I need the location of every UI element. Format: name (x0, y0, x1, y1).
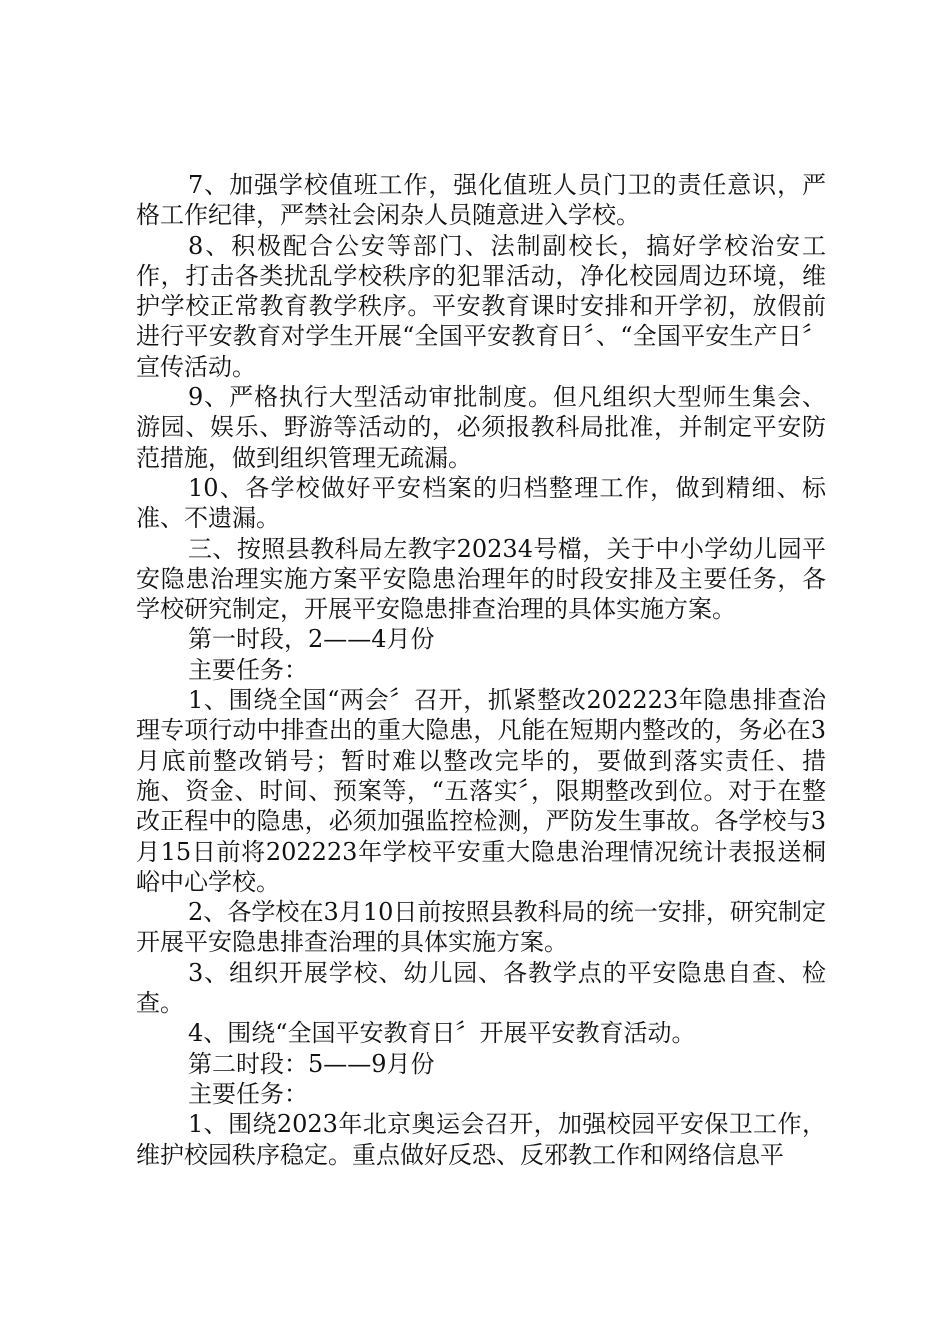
phase-1-task-2: 2、各学校在3月10日前按照县教科局的统一安排，研究制定开展平安隐患排查治理的具体实施方案。 (136, 898, 826, 957)
paragraph-section-3: 三、按照县教科局左教字20234号檔，关于中小学幼儿园平安隐患治理实施方案平安隐患治理年的时段安排及主要任务，各学校研究制定，开展平安隐患排查治理的具体实施方案。 (136, 534, 826, 624)
phase-1-heading: 第一时段，2——4月份 (188, 625, 435, 654)
phase-2-heading: 第二时段：5——9月份 (188, 1049, 435, 1078)
phase-1-task-1: 1、围绕全国“两会〞召开，抓紧整改202223年隐患排查治理专项行动中排查出的重大隐患，凡能在短期内整改的，务必在3月底前整改销号；暂时难以整改完毕的，要做到落实责任、措施、资金、时间、预案等，“五落实〞，限期整改到位。对于在整改正程中的隐患，必须加强监控检测，严防发生事故。各学校与3月15日前将202223年学校平安重大隐患治理情况统计表报送桐峪中心学校。 (136, 686, 826, 896)
phase-1-tasks-label: 主要任务： (188, 655, 308, 684)
paragraph-item-9-activities: 9、严格执行大型活动审批制度。但凡组织大型师生集会、游园、娱乐、野游等活动的，必须报教科局批准，并制定平安防范措施，做到组织管理无疏漏。 (136, 383, 826, 472)
paragraph-item-8-security: 8、积极配合公安等部门、法制副校长，搞好学校治安工作，打击各类扰乱学校秩序的犯罪活动，净化校园周边环境，维护学校正常教育教学秩序。平安教育课时安排和开学初，放假前进行平安教育对学生开展“全国平安教育日〞、“全国平安生产日〞宣传活动。 (136, 231, 826, 381)
phase-2-tasks-label: 主要任务： (188, 1079, 308, 1108)
phase-1-task-4: 4、围绕“全国平安教育日〞开展平安教育活动。 (188, 1019, 696, 1048)
paragraph-item-7-duty: 7、加强学校值班工作，强化值班人员门卫的责任意识，严格工作纪律，严禁社会闲杂人员随意进入学校。 (136, 171, 826, 230)
phase-2-task-1: 1、围绕2023年北京奥运会召开，加强校园平安保卫工作，维护校园秩序稳定。重点做好反恐、反邪教工作和网络信息平 (136, 1110, 826, 1169)
document-body (136, 170, 826, 1170)
phase-1-task-3: 3、组织开展学校、幼儿园、各教学点的平安隐患自查、检查。 (136, 958, 826, 1018)
paragraph-item-10-archives: 10、各学校做好平安档案的归档整理工作，做到精细、标准、不遗漏。 (136, 473, 826, 533)
